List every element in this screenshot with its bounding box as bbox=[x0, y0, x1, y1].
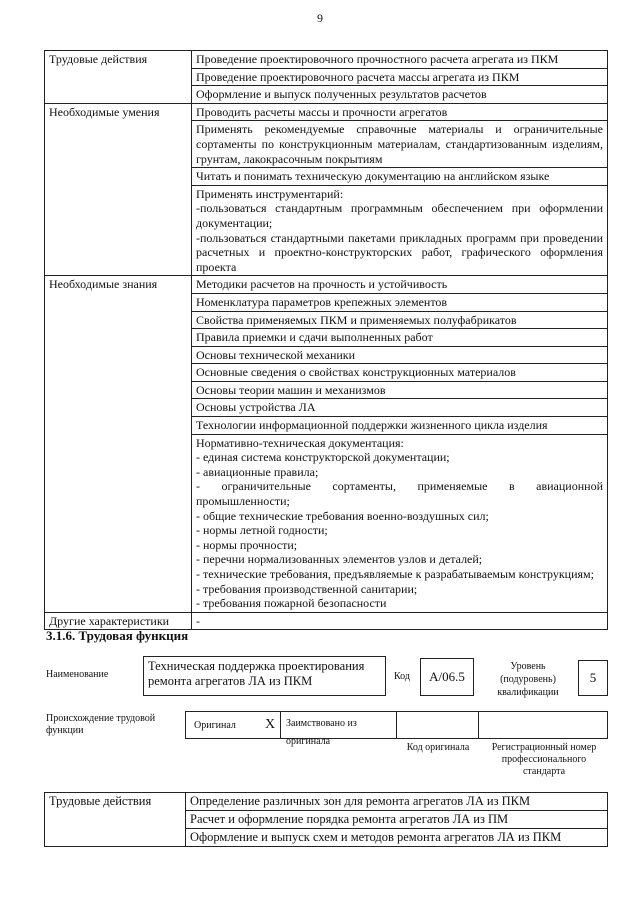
cell-line: Применять рекомендуемые справочные материалы и ограничительные сортаменты по конструкционным материалам, стандартизованным изделиям, грунтам, лакокрасочным покрытиям bbox=[196, 122, 603, 166]
cell-line: -пользоваться стандартным программным обеспечением при оформлении документации; bbox=[196, 201, 603, 230]
cell-line: Нормативно-техническая документация: bbox=[196, 435, 404, 450]
table-row bbox=[45, 103, 608, 121]
code-original-label: Код оригинала bbox=[406, 742, 470, 753]
table-row bbox=[45, 276, 608, 294]
origin-label: Происхождение трудовой функции bbox=[46, 713, 156, 736]
table-cell bbox=[192, 399, 608, 417]
function-name: Техническая поддержка проектирования ремонта агрегатов ЛА из ПКМ bbox=[148, 659, 365, 688]
cell-line: Технологии информационной поддержки жизненного цикла изделия bbox=[196, 418, 548, 433]
level-value: 5 bbox=[589, 670, 597, 685]
table-cell bbox=[192, 185, 608, 276]
original-mark: X bbox=[265, 717, 276, 732]
labor-actions-table bbox=[44, 792, 608, 847]
level-label: Уровень (подуровень) квалификации bbox=[497, 661, 559, 698]
cell-line: - ограничительные сортаменты, применяемые в авиационной промышленности; bbox=[196, 479, 603, 509]
cell-line: - перечни нормализованных элементов узлов и деталей; bbox=[196, 552, 483, 567]
cell-line: - общие технические требования военно-воздушных сил; bbox=[196, 508, 489, 523]
table-cell bbox=[192, 381, 608, 399]
original-cell bbox=[185, 711, 281, 739]
code-label: Код bbox=[394, 671, 410, 682]
cell-line: - единая система конструкторской документации; bbox=[196, 450, 450, 465]
table-cell bbox=[192, 51, 608, 69]
cell-line: - технические требования, предъявляемые к разрабатываемым конструкциям; bbox=[196, 567, 594, 581]
cell-line: Свойства применяемых ПКМ и применяемых полуфабрикатов bbox=[196, 312, 517, 327]
table-cell bbox=[192, 417, 608, 435]
cell-line: - требования производственной санитарии; bbox=[196, 581, 418, 596]
table-row bbox=[45, 793, 608, 811]
page-number: 9 bbox=[317, 11, 323, 25]
row-group-label: Трудовые действия bbox=[45, 793, 186, 847]
table-cell bbox=[192, 329, 608, 347]
cell-line: Оформление и выпуск полученных результатов расчетов bbox=[196, 87, 487, 102]
row-group-label: Необходимые знания bbox=[45, 276, 192, 612]
cell-line: Определение различных зон для ремонта агрегатов ЛА из ПКМ bbox=[190, 794, 531, 808]
borrowed-label: Заимствовано из оригинала bbox=[286, 718, 357, 747]
cell-line: Проведение проектировочного расчета массы агрегата из ПКМ bbox=[196, 69, 520, 84]
cell-line: - нормы прочности; bbox=[196, 537, 298, 552]
cell-line: Основы устройства ЛА bbox=[196, 400, 316, 415]
table-cell bbox=[192, 121, 608, 168]
cell-line: Основы теории машин и механизмов bbox=[196, 382, 386, 397]
code-value: А/06.5 bbox=[429, 669, 465, 684]
table-cell bbox=[186, 793, 608, 811]
row-group-label: Другие характеристики bbox=[45, 612, 192, 630]
borrowed-cell bbox=[280, 711, 397, 747]
competency-table bbox=[44, 50, 608, 630]
table-cell bbox=[192, 103, 608, 121]
row-group-label: Необходимые умения bbox=[45, 103, 192, 276]
cell-line: Оформление и выпуск схем и методов ремонта агрегатов ЛА из ПКМ bbox=[190, 830, 562, 844]
reg-number-cell bbox=[478, 711, 608, 739]
cell-line: Основные сведения о свойствах конструкционных материалов bbox=[196, 365, 516, 380]
function-name-box bbox=[143, 656, 386, 696]
cell-line: - авиационные правила; bbox=[196, 464, 319, 479]
cell-line: Методики расчетов на прочность и устойчивость bbox=[196, 277, 448, 292]
table-cell bbox=[186, 811, 608, 829]
table-cell bbox=[192, 293, 608, 311]
code-original-cell bbox=[396, 711, 479, 739]
name-label: Наименование bbox=[46, 669, 109, 680]
cell-line: Проводить расчеты массы и прочности агрегатов bbox=[196, 104, 448, 119]
level-box bbox=[578, 660, 608, 696]
table-row bbox=[45, 51, 608, 69]
cell-line: Читать и понимать техническую документацию на английском языке bbox=[196, 169, 550, 184]
cell-line: Расчет и оформление порядка ремонта агрегатов ЛА из ПМ bbox=[190, 812, 509, 826]
table-cell bbox=[192, 311, 608, 329]
cell-line: Номенклатура параметров крепежных элементов bbox=[196, 294, 448, 309]
table-cell bbox=[192, 68, 608, 86]
row-group-label: Трудовые действия bbox=[45, 51, 192, 104]
cell-line: Применять инструментарий: bbox=[196, 186, 344, 201]
table-cell bbox=[192, 276, 608, 294]
table-cell bbox=[192, 612, 608, 630]
table-cell bbox=[192, 364, 608, 382]
cell-line: - bbox=[196, 613, 200, 628]
reg-number-label: Регистрационный номер профессионального стандарта bbox=[491, 742, 597, 777]
cell-line: Правила приемки и сдачи выполненных работ bbox=[196, 330, 433, 345]
table-cell bbox=[186, 829, 608, 847]
cell-line: Проведение проектировочного прочностного расчета агрегата из ПКМ bbox=[196, 52, 559, 66]
cell-line: - нормы летной годности; bbox=[196, 523, 328, 538]
table-cell bbox=[192, 346, 608, 364]
table-cell bbox=[192, 434, 608, 612]
cell-line: - требования пожарной безопасности bbox=[196, 596, 387, 611]
table-cell bbox=[192, 168, 608, 186]
cell-line: -пользоваться стандартными пакетами прикладных программ при проведении расчетных и проектно-конструкторских работ, графического оформления проекта bbox=[196, 230, 603, 274]
table-cell bbox=[192, 86, 608, 104]
original-label: Оригинал bbox=[194, 720, 236, 731]
code-box bbox=[420, 658, 474, 696]
cell-line: Основы технической механики bbox=[196, 347, 356, 362]
section-title: 3.1.6. Трудовая функция bbox=[46, 628, 189, 643]
